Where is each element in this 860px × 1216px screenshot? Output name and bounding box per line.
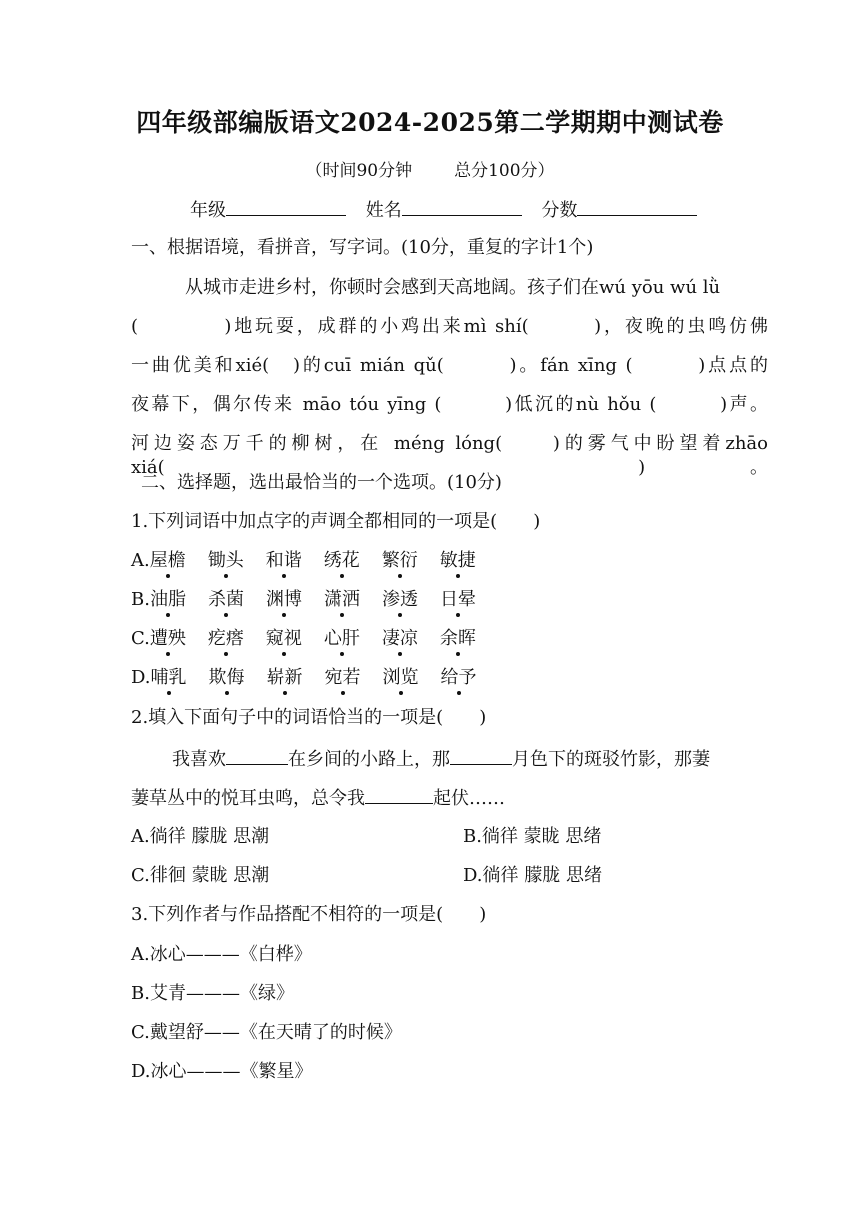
word: 敏捷 <box>439 550 476 571</box>
word: 油脂 <box>149 589 186 610</box>
word: 和谐 <box>265 550 302 571</box>
time-limit: （时间90分钟 <box>305 161 413 181</box>
word: 浏览 <box>382 667 419 688</box>
word: 锄头 <box>207 550 244 571</box>
section2-heading: 二、选择题，选出最恰当的一个选项。(10分) <box>141 472 502 493</box>
q2-option-c[interactable]: C.徘徊 蒙眬 思潮 <box>131 865 270 886</box>
name-label: 姓名 <box>365 200 402 221</box>
section1-line-3: 一曲优美和xié( )的cuī mián qǔ( )。fán xīng ( )点点的 <box>131 355 768 376</box>
score-blank[interactable] <box>577 198 697 216</box>
fill-blank-2[interactable] <box>450 746 512 765</box>
option-label: B. <box>131 589 150 610</box>
word: 欺侮 <box>208 667 245 688</box>
option-label: A. <box>131 550 150 571</box>
fill-blank-1[interactable] <box>226 746 288 765</box>
word: 绣花 <box>323 550 360 571</box>
q3-option-d[interactable]: D.冰心———《繁星》 <box>131 1061 313 1082</box>
word: 宛若 <box>324 667 361 688</box>
word: 哺乳 <box>150 667 187 688</box>
q3-stem: 3.下列作者与作品搭配不相符的一项是( ) <box>131 904 487 925</box>
score-label: 分数 <box>541 200 578 221</box>
grade-blank[interactable] <box>226 198 346 216</box>
q1-stem: 1.下列词语中加点字的声调全都相同的一项是( ) <box>131 511 541 532</box>
section1-heading: 一、根据语境，看拼音，写字词。(10分，重复的字计1个) <box>131 237 594 258</box>
q3-option-b[interactable]: B.艾青———《绿》 <box>131 983 294 1004</box>
word: 渊博 <box>265 589 302 610</box>
section1-line-2: ( )地玩耍，成群的小鸡出来mì shí( )，夜晚的虫鸣仿佛 <box>131 316 768 337</box>
section1-line-1: 从城市走进乡村，你顿时会感到天高地阔。孩子们在wú yōu wú lǜ <box>185 277 721 298</box>
word: 潇洒 <box>323 589 360 610</box>
q1-option-a[interactable] <box>131 549 498 573</box>
q2-sentence-line-2: 萋草丛中的悦耳虫鸣，总令我 起伏…… <box>131 785 505 811</box>
q2-option-b[interactable]: B.徜徉 蒙眬 思绪 <box>463 826 602 847</box>
q1-option-b[interactable] <box>131 588 498 612</box>
q2-stem: 2.填入下面句子中的词语恰当的一项是( ) <box>131 707 487 728</box>
word: 疙瘩 <box>207 628 244 649</box>
q3-option-a[interactable]: A.冰心———《白桦》 <box>131 944 312 965</box>
page-title: 四年级部编版语文2024-2025第二学期期中测试卷 <box>136 108 724 137</box>
q2-option-a[interactable]: A.徜徉 朦胧 思潮 <box>131 826 270 847</box>
word: 心肝 <box>323 628 360 649</box>
word: 给予 <box>440 667 477 688</box>
word: 凄凉 <box>381 628 418 649</box>
section1-line-4: 夜幕下，偶尔传来 māo tóu yīng ( )低沉的nù hǒu ( )声。 <box>131 394 768 415</box>
word: 渗透 <box>381 589 418 610</box>
student-info <box>190 196 711 222</box>
word: 繁衍 <box>381 550 418 571</box>
word: 日晕 <box>439 589 476 610</box>
section1-line-5: 河边姿态万千的柳树，在 méng lóng( )的雾气中盼望着zhāo xiá( )。 <box>131 433 768 478</box>
word: 余晖 <box>439 628 476 649</box>
option-label: C. <box>131 628 150 649</box>
q1-option-c[interactable] <box>131 627 498 651</box>
word: 崭新 <box>266 667 303 688</box>
word: 屋檐 <box>149 550 186 571</box>
q2-sentence-line-1: 我喜欢 在乡间的小路上，那 月色下的斑驳竹影，那萋 <box>172 746 710 772</box>
grade-label: 年级 <box>190 200 226 221</box>
option-label: D. <box>131 667 151 688</box>
word: 窥视 <box>265 628 302 649</box>
fill-blank-3[interactable] <box>365 785 433 804</box>
q1-option-d[interactable] <box>131 666 499 690</box>
total-score: 总分100分） <box>454 161 555 181</box>
q3-option-c[interactable]: C.戴望舒——《在天晴了的时候》 <box>131 1022 402 1043</box>
q2-option-d[interactable]: D.徜徉 朦胧 思绪 <box>463 865 602 886</box>
subtitle <box>0 156 860 181</box>
word: 遭殃 <box>149 628 186 649</box>
word: 杀菌 <box>207 589 244 610</box>
name-blank[interactable] <box>402 198 522 216</box>
